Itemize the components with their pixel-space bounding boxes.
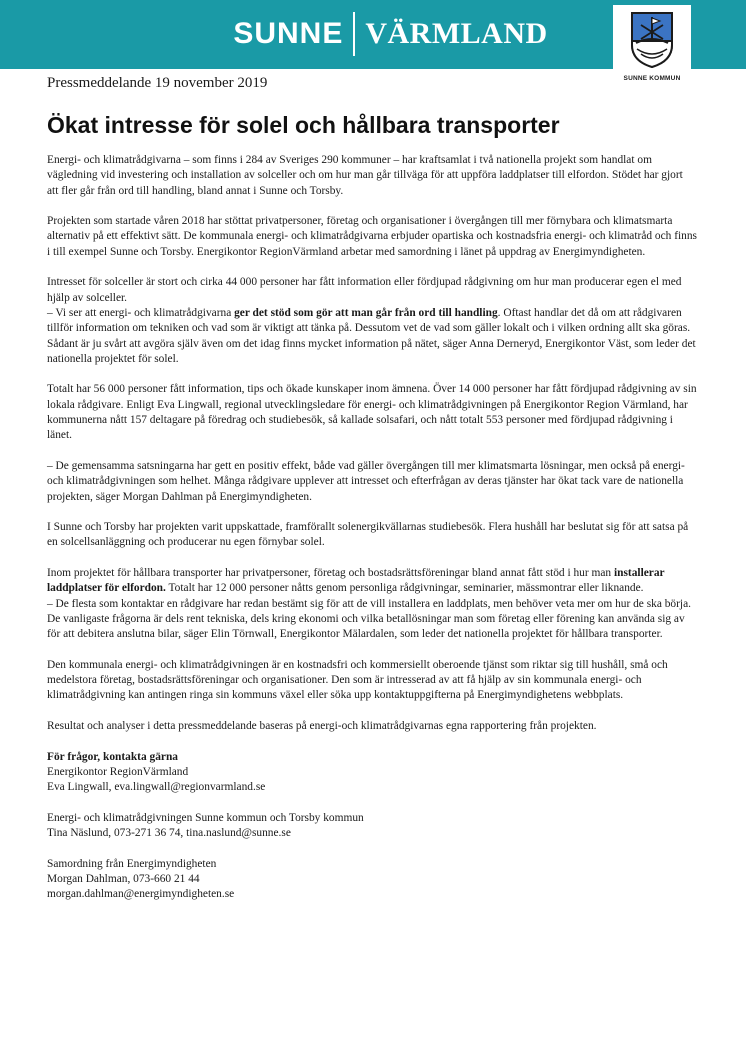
paragraph-text: Inom projektet för hållbara transporter har privatpersoner, företag och bostadsrättsföreningar bland annat fått stöd i hur man (47, 567, 614, 580)
contact-block (47, 857, 697, 903)
contact-block (47, 750, 697, 796)
paragraph: Energi- och klimatrådgivarna – som finns i 284 av Sveriges 290 kommuner – har kraftsamlat i två nationella projekt som handlat om vägledning vid investering och installation av solceller och om hur man går tillväga för att uppföra laddplatser till elfordon. Stödet har gjort att fler går från ord till handling, bland annat i Sunne och Torsby. (47, 154, 683, 197)
paragraph-text: Totalt har 12 000 personer nåtts genom personliga rådgivningar, seminarier, mässmontrar eller liknande. (165, 582, 644, 595)
paragraph: Den kommunala energi- och klimatrådgivningen är en kostnadsfri och kommersiellt oberoende tjänst som riktar sig till hushåll, små och medelstora företag, bostadsrättsföreningar och organisationer. Den som är intresserad av att få hjälp av sin kommunala energi- och klimatrådgivning kan antingen ringa sin kommuns växel eller söka upp kontaktuppgifterna på Energimyndighetens webbplats. (47, 658, 668, 702)
contact-heading-text: För frågor, kontakta gärna (47, 750, 178, 763)
paragraph: I Sunne och Torsby har projekten varit uppskattade, framförallt solenergikvällarnas studiebesök. Flera hushåll har beslutat sig för att satsa på en solcellsanläggning och producerar nu egen förnybar solel. (47, 521, 689, 549)
contact-line: Tina Näslund, 073-271 36 74, tina.naslund@sunne.se (47, 827, 291, 840)
paragraph: – De flesta som kontaktar en rådgivare har redan bestämt sig för att de vill installera en laddplats, men behöver veta mer om hur de ska börja. De vanligaste frågorna är dels rent tekniska, dels kring ekonomi och vilka betallösningar man som företag eller förening kan använda sig av för att debitera anslutna bilar, säger Elin Törnwall, Energikontor Mälardalen, som leder det nationella projektet för hållbara transporter. (47, 597, 691, 641)
page-title: Ökat intresse för solel och hållbara transporter (47, 112, 560, 138)
contact-line: Energikontor RegionVärmland (47, 765, 189, 778)
paragraph: – De gemensamma satsningarna har gett en positiv effekt, både vad gäller övergången till mer klimatsmarta lösningar, men också på energi- och klimatrådgivningen som helhet. Många rådgivare upplever att intresset och efterfrågan av deras tjänster har ökat tack vare de nationella projekten, säger Morgan Dahlman på Energimyndigheten. (47, 459, 685, 503)
contact-heading (47, 750, 697, 765)
dateline: Pressmeddelande 19 november 2019 (47, 75, 268, 91)
paragraph-text: – Vi ser att energi- och klimatrådgivarna (47, 306, 235, 319)
paragraph: Totalt har 56 000 personer fått information, tips och ökade kunskaper inom ämnena. Över 14 000 personer har fått fördjupad rådgivning av sin lokala rådgivare. Enligt Eva Lingwall, regional utvecklingsledare för energi- och klimatrådgivningen på Energikontor Region Värmland, har kommunerna nått 157 deltagare på föredrag och studiebesök, så kallade solsafari, och nått totalt 553 personer med fördjupad rådgivning i länet. (47, 383, 697, 442)
quote-paragraph (47, 306, 697, 367)
paragraph: Resultat och analyser i detta pressmeddelande baseras på energi-och klimatrådgivarnas egna rapportering från projekten. (47, 719, 597, 732)
paragraph-text: . Oftast handlar det då om att rådgivaren tillför information om tekniken och vad som är viktigt att tänka på. Dessutom vet de vad som gäller lokalt och i vilken ordning allt ska göras. Sådant är ju svårt att avgöra själv även om det idag finns mycket information på nätet, säger Anna Derneryd, Energikontor Väst, som leder det nationella projektet för solel. (47, 306, 696, 365)
contact-line: Energi- och klimatrådgivningen Sunne kommun och Torsby kommun (47, 811, 364, 824)
bold-highlight: ger det stöd som gör att man går från ord till handling (234, 306, 498, 319)
contact-line: Eva Lingwall, eva.lingwall@regionvarmland.se (47, 781, 266, 794)
press-release-body (47, 153, 697, 918)
bold-highlight: installerar laddplatser för elfordon. (47, 567, 665, 595)
contact-line: morgan.dahlman@energimyndigheten.se (47, 888, 235, 901)
brand-varmland: VÄRMLAND (365, 17, 548, 50)
contact-line: Morgan Dahlman, 073-660 21 44 (47, 872, 200, 885)
paragraph: Projekten som startade våren 2018 har stöttat privatpersoner, företag och organisationer i övergången till mer förnybara och klimatsmarta alternativ på ett effektivt sätt. De kommunala energi- och klimatrådgivarna erbjuder opartiska och kostnadsfria energi- och klimatråd och finns i till exempel Sunne och Torsby. Energikontor RegionVärmland arbetar med samordning i länet på uppdrag av Energimyndigheten. (47, 215, 697, 258)
paragraph: Intresset för solceller är stort och cirka 44 000 personer har fått information eller fördjupad rådgivning om hur man producerar egen el med hjälp av solceller. (47, 276, 682, 304)
contact-block (47, 811, 697, 842)
contact-line: Samordning från Energimyndigheten (47, 857, 217, 870)
brand-sunne: SUNNE (233, 17, 344, 50)
coat-of-arms-icon (629, 11, 675, 69)
crest-caption: SUNNE KOMMUN (623, 75, 681, 82)
municipality-crest (613, 5, 691, 97)
paragraph (47, 566, 697, 597)
